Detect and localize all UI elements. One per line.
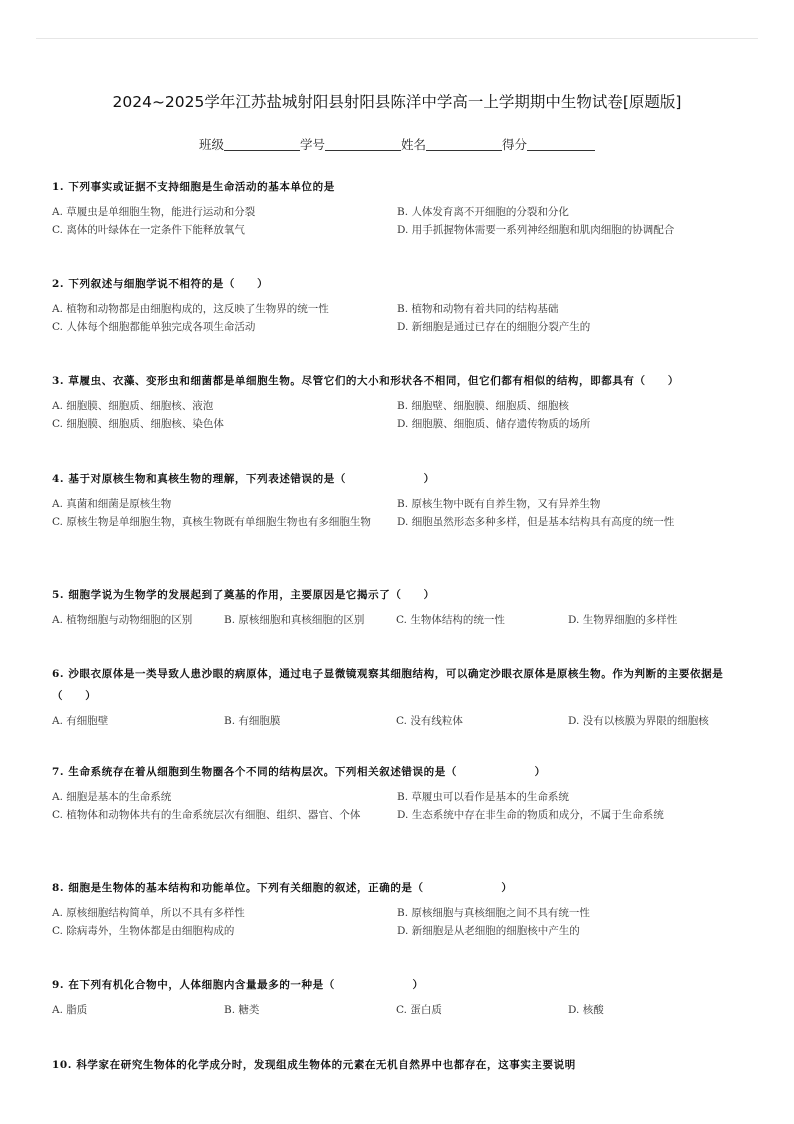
- option-c[interactable]: C. 植物体和动物体共有的生命系统层次有细胞、组织、器官、个体: [52, 809, 361, 821]
- id-blank[interactable]: [325, 138, 401, 151]
- class-label: 班级: [198, 137, 224, 152]
- option-a[interactable]: A. 脂质: [52, 1004, 88, 1016]
- option-c[interactable]: C. 蛋白质: [396, 1004, 442, 1016]
- option-b[interactable]: B. 糖类: [224, 1004, 260, 1016]
- option-a[interactable]: A. 细胞膜、细胞质、细胞核、液泡: [52, 400, 214, 412]
- option-d[interactable]: D. 新细胞是从老细胞的细胞核中产生的: [397, 925, 580, 937]
- question-stem: 1. 下列事实或证据不支持细胞是生命活动的基本单位的是: [52, 181, 335, 193]
- option-a[interactable]: A. 植物细胞与动物细胞的区别: [52, 614, 193, 626]
- option-d[interactable]: D. 新细胞是通过已存在的细胞分裂产生的: [397, 321, 591, 333]
- option-a[interactable]: A. 真菌和细菌是原核生物: [52, 498, 172, 510]
- question-5: [52, 584, 742, 629]
- option-d[interactable]: D. 生物界细胞的多样性: [568, 614, 678, 626]
- option-a[interactable]: A. 细胞是基本的生命系统: [52, 791, 172, 803]
- question-stem: 6. 沙眼衣原体是一类导致人患沙眼的病原体，通过电子显微镜观察其细胞结构，可以确定沙眼衣原体是原核生物。作为判断的主要依据是（ ）: [52, 668, 724, 702]
- option-c[interactable]: C. 离体的叶绿体在一定条件下能释放氧气: [52, 224, 245, 236]
- id-label: 学号: [299, 137, 325, 152]
- option-b[interactable]: B. 原核细胞和真核细胞的区别: [224, 614, 365, 626]
- student-info-line: [0, 135, 794, 153]
- option-c[interactable]: C. 没有线粒体: [396, 715, 463, 727]
- question-stem: 3. 草履虫、衣藻、变形虫和细菌都是单细胞生物。尽管它们的大小和形状各不相同，但它们都有相似的结构，即都具有（ ）: [52, 375, 679, 387]
- option-d[interactable]: D. 用手抓握物体需要一系列神经细胞和肌肉细胞的协调配合: [397, 224, 675, 236]
- name-blank[interactable]: [426, 138, 502, 151]
- option-a[interactable]: A. 植物和动物都是由细胞构成的，这反映了生物界的统一性: [52, 303, 329, 315]
- option-d[interactable]: D. 细胞虽然形态多种多样，但是基本结构具有高度的统一性: [397, 516, 675, 528]
- question-stem: 5. 细胞学说为生物学的发展起到了奠基的作用，主要原因是它揭示了（ ）: [52, 589, 435, 601]
- option-b[interactable]: B. 细胞壁、细胞膜、细胞质、细胞核: [397, 400, 569, 412]
- option-d[interactable]: D. 核酸: [568, 1004, 604, 1016]
- option-b[interactable]: B. 有细胞膜: [224, 715, 281, 727]
- option-b[interactable]: B. 草履虫可以看作是基本的生命系统: [397, 791, 569, 803]
- option-a[interactable]: A. 草履虫是单细胞生物，能进行运动和分裂: [52, 206, 256, 218]
- question-7: [52, 761, 742, 824]
- name-label: 姓名: [401, 137, 427, 152]
- option-b[interactable]: B. 原核生物中既有自养生物，又有异养生物: [397, 498, 601, 510]
- option-b[interactable]: B. 原核细胞与真核细胞之间不具有统一性: [397, 907, 590, 919]
- option-c[interactable]: C. 除病毒外，生物体都是由细胞构成的: [52, 925, 235, 937]
- score-label: 得分: [502, 137, 528, 152]
- score-blank[interactable]: [527, 138, 595, 151]
- option-d[interactable]: D. 生态系统中存在非生命的物质和成分，不属于生命系统: [397, 809, 664, 821]
- question-4: [52, 468, 742, 531]
- option-c[interactable]: C. 人体每个细胞都能单独完成各项生命活动: [52, 321, 256, 333]
- question-stem: 4. 基于对原核生物和真核生物的理解，下列表述错误的是（ ）: [52, 473, 435, 485]
- question-6: [52, 663, 742, 730]
- question-stem: 2. 下列叙述与细胞学说不相符的是（ ）: [52, 278, 269, 290]
- question-9: [52, 974, 742, 1019]
- question-stem: 9. 在下列有机化合物中，人体细胞内含量最多的一种是（ ）: [52, 979, 424, 991]
- class-blank[interactable]: [224, 138, 300, 151]
- question-stem: 8. 细胞是生物体的基本结构和功能单位。下列有关细胞的叙述，正确的是（ ）: [52, 882, 513, 894]
- option-b[interactable]: B. 人体发育离不开细胞的分裂和分化: [397, 206, 569, 218]
- option-c[interactable]: C. 原核生物是单细胞生物，真核生物既有单细胞生物也有多细胞生物: [52, 516, 371, 528]
- question-stem: 10. 科学家在研究生物体的化学成分时，发现组成生物体的元素在无机自然界中也都存在，这事实主要说明: [52, 1059, 576, 1071]
- option-b[interactable]: B. 植物和动物有着共同的结构基础: [397, 303, 559, 315]
- option-a[interactable]: A. 原核细胞结构简单，所以不具有多样性: [52, 907, 245, 919]
- question-1: [52, 176, 742, 239]
- question-10: [52, 1054, 742, 1076]
- question-8: [52, 877, 742, 940]
- question-3: [52, 370, 742, 433]
- option-a[interactable]: A. 有细胞壁: [52, 715, 109, 727]
- page-title: 2024~2025学年江苏盐城射阳县射阳县陈洋中学高一上学期期中生物试卷[原题版]: [112, 93, 682, 111]
- option-d[interactable]: D. 细胞膜、细胞质、储存遗传物质的场所: [397, 418, 591, 430]
- question-2: [52, 273, 742, 336]
- option-c[interactable]: C. 生物体结构的统一性: [396, 614, 505, 626]
- option-c[interactable]: C. 细胞膜、细胞质、细胞核、染色体: [52, 418, 224, 430]
- question-stem: 7. 生命系统存在着从细胞到生物圈各个不同的结构层次。下列相关叙述错误的是（ ）: [52, 766, 546, 778]
- top-rule: [36, 38, 758, 39]
- option-d[interactable]: D. 没有以核膜为界限的细胞核: [568, 715, 709, 727]
